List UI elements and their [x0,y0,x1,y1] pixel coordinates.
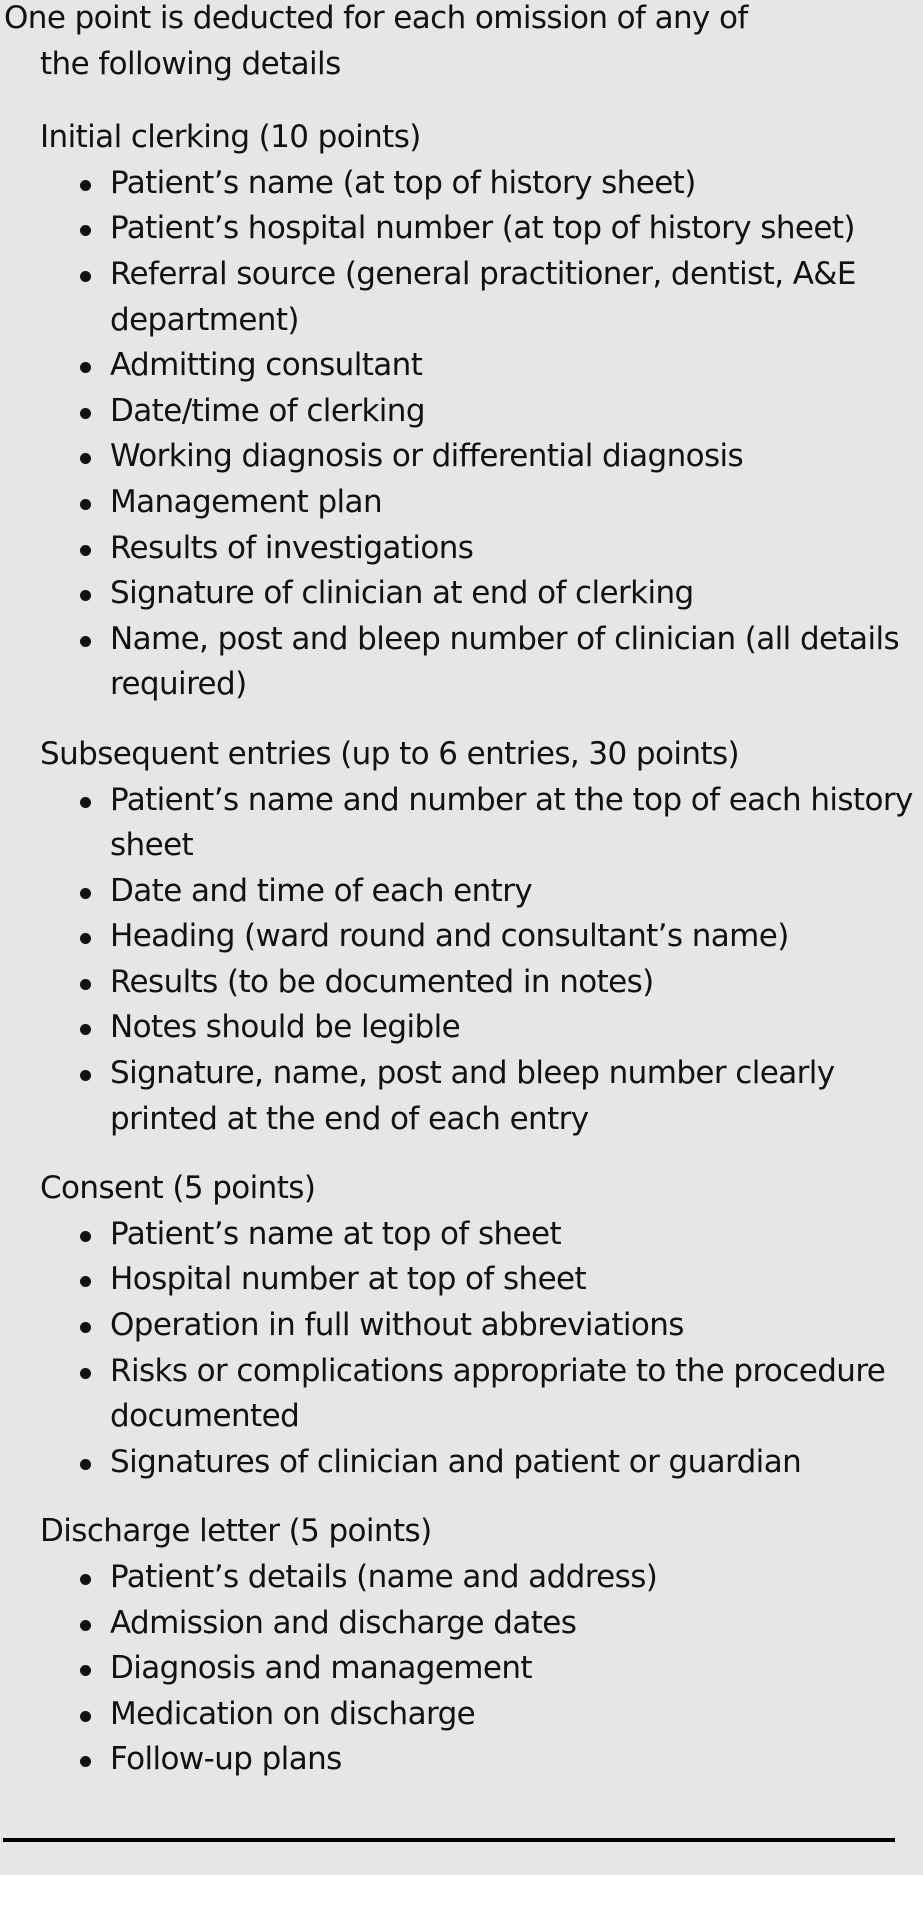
list-item-text: Date/time of clerking [110,392,425,429]
list-item [0,1212,923,1258]
section-heading: Discharge letter (5 points) [40,1513,432,1550]
list-item-text: Follow-up plans [110,1741,342,1778]
list-item [0,1601,923,1647]
list-item-text: Operation in full without abbreviations [110,1307,684,1344]
bullet-list [0,1555,923,1783]
section-heading: Subsequent entries (up to 6 entries, 30 points) [40,735,739,772]
list-item [0,571,923,617]
list-item-text: Results of investigations [110,529,474,566]
bullet-icon [80,1711,91,1722]
bullet-icon [80,797,91,808]
bullet-icon [80,225,91,236]
intro-line-2: the following details [40,45,341,82]
list-item [0,161,923,207]
list-item-text: Date and time of each entry [110,872,533,909]
list-item [0,960,923,1006]
sections [0,115,923,1783]
bullet-icon [80,1368,91,1379]
list-item-text: Medication on discharge [110,1695,476,1732]
list-item [0,914,923,960]
list-item-text: Signatures of clinician and patient or guardian [110,1443,802,1480]
list-item-text: Patient’s details (name and address) [110,1559,658,1595]
list-item-text: Admitting consultant [110,347,423,384]
list-item [0,389,923,435]
bullet-icon [80,1231,91,1242]
bullet-icon [80,362,91,373]
list-item [0,206,923,252]
section-heading: Consent (5 points) [40,1170,316,1207]
section [0,115,923,708]
list-item [0,343,923,389]
list-item-text: Heading (ward round and consultant’s name) [110,918,789,955]
bullet-icon [80,545,91,556]
list-item-text: Name, post and bleep number of clinician (all details required) [110,620,900,703]
bullet-icon [80,979,91,990]
bullet-icon [80,888,91,899]
list-item [0,252,923,343]
list-item-text: Risks or complications appropriate to the procedure documented [110,1352,886,1435]
list-item-text: Referral source (general practitioner, dentist, A&E department) [110,255,856,338]
bullet-icon [80,1322,91,1333]
list-item [0,526,923,572]
bullet-icon [80,1620,91,1631]
list-item [0,617,923,708]
list-item-text: Patient’s hospital number (at top of history sheet) [110,210,855,247]
list-item [0,1692,923,1738]
list-item-text: Patient’s name and number at the top of each history sheet [110,781,913,864]
bullet-icon [80,1276,91,1287]
list-item [0,1440,923,1486]
list-item [0,1303,923,1349]
list-item-text: Notes should be legible [110,1009,461,1046]
bullet-icon [80,1665,91,1676]
section-heading: Initial clerking (10 points) [40,119,421,156]
list-item-text: Patient’s name at top of sheet [110,1215,562,1252]
list-item-text: Signature of clinician at end of clerking [110,575,694,612]
intro-line-1: One point is deducted for each omission of any of [4,0,748,36]
list-item [0,1005,923,1051]
list-item [0,1737,923,1783]
section [0,1509,923,1783]
bullet-list [0,161,923,708]
list-item-text: Patient’s name (at top of history sheet) [110,164,696,201]
list-item [0,480,923,526]
bullet-icon [80,180,91,191]
list-item [0,1257,923,1303]
intro-text [0,0,923,87]
bullet-icon [80,933,91,944]
bullet-icon [80,453,91,464]
list-item-text: Admission and discharge dates [110,1604,577,1641]
bottom-rule [3,1838,895,1842]
bullet-list [0,1212,923,1486]
bullet-icon [80,1459,91,1470]
bullet-list [0,778,923,1143]
list-item [0,778,923,869]
list-item [0,1555,923,1601]
list-item [0,1646,923,1692]
bullet-icon [80,1024,91,1035]
bullet-icon [80,408,91,419]
bullet-icon [80,271,91,282]
list-item-text: Management plan [110,483,382,520]
bullet-icon [80,1070,91,1081]
list-item-text: Hospital number at top of sheet [110,1261,587,1298]
list-item [0,1051,923,1142]
section [0,732,923,1142]
list-item-text: Diagnosis and management [110,1650,532,1687]
list-item-text: Signature, name, post and bleep number clearly printed at the end of each entry [110,1055,835,1137]
list-item [0,434,923,480]
list-item [0,1349,923,1440]
bullet-icon [80,1574,91,1585]
section [0,1166,923,1485]
list-item [0,869,923,915]
bullet-icon [80,590,91,601]
bullet-icon [80,636,91,647]
list-item-text: Results (to be documented in notes) [110,963,654,1000]
list-item-text: Working diagnosis or differential diagnosis [110,438,744,475]
bullet-icon [80,499,91,510]
bullet-icon [80,1756,91,1767]
